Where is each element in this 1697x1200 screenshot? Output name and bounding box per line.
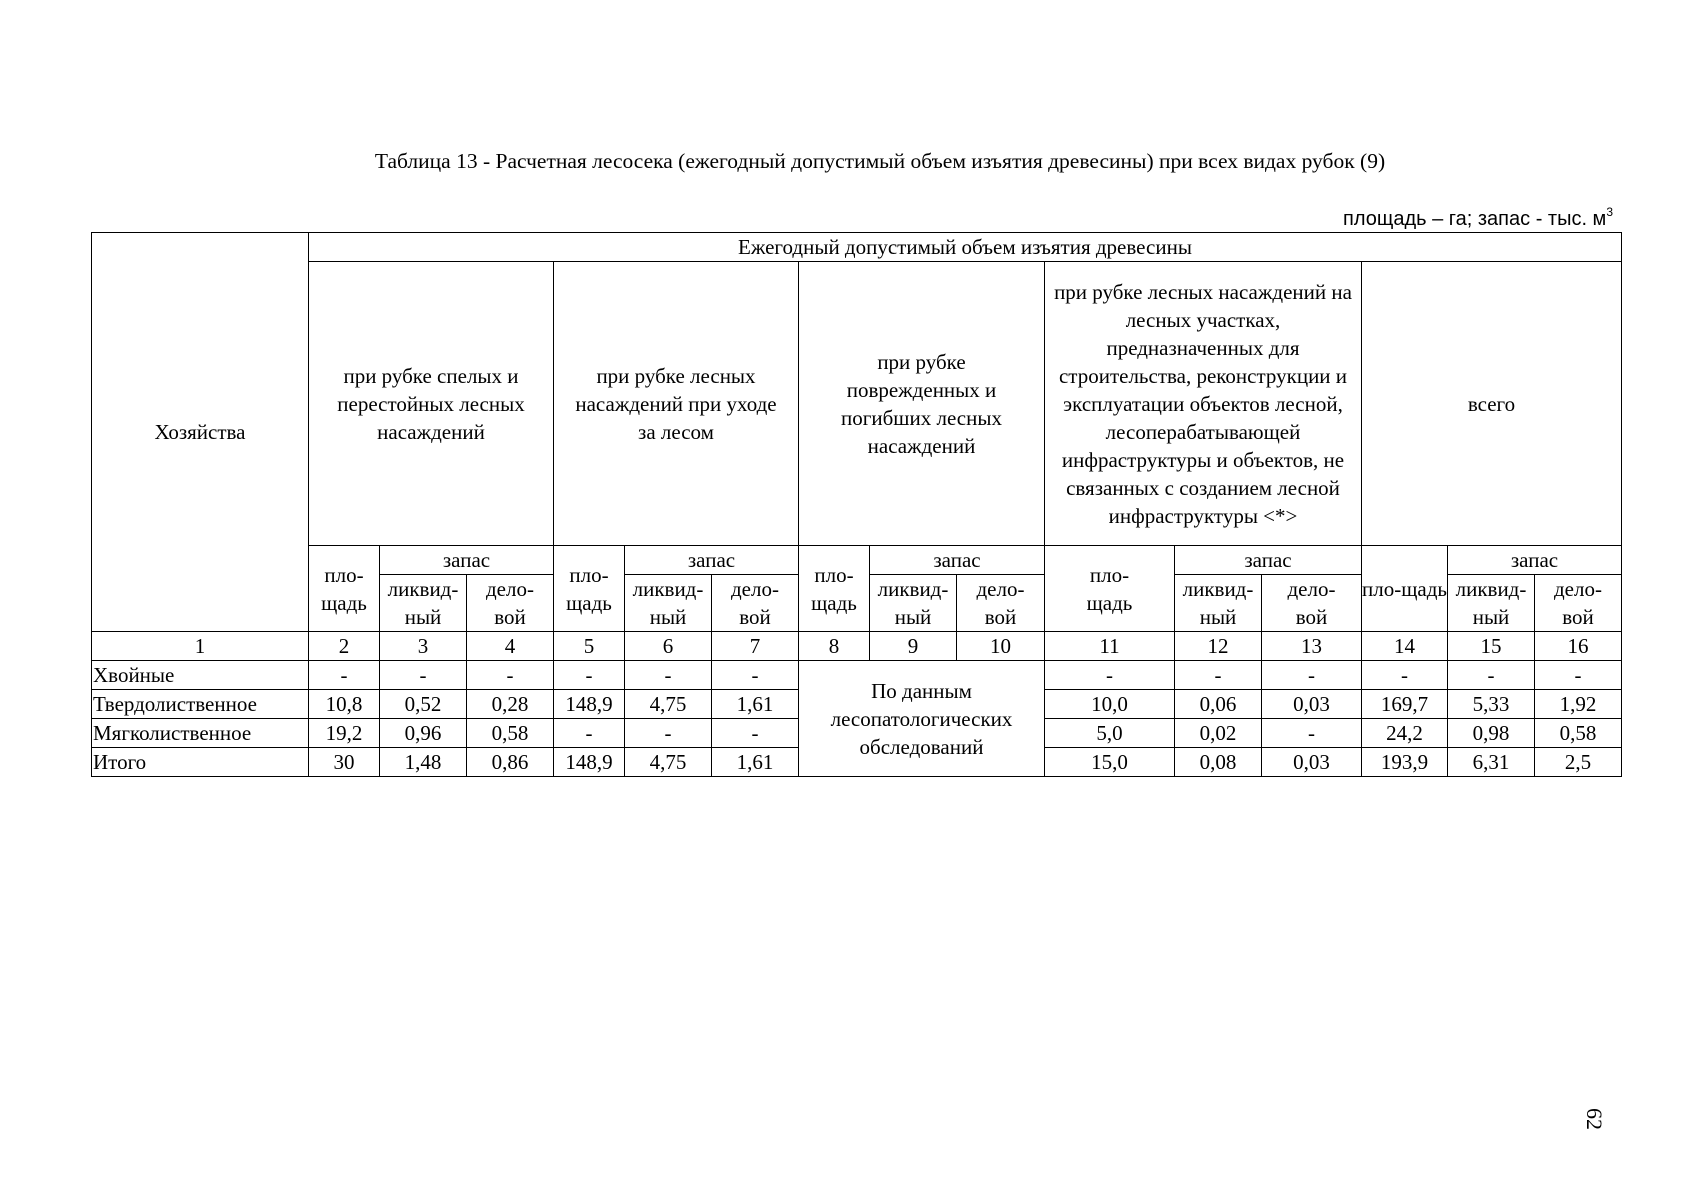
header-group-care-text: при рубке лесных насаждений при уходе за лесом — [575, 363, 777, 444]
cell: 1,61 — [712, 690, 799, 719]
header-stock-3: запас — [870, 546, 1045, 575]
col-num-3: 3 — [380, 632, 467, 661]
col-num-13: 13 — [1262, 632, 1362, 661]
cell: 0,06 — [1175, 690, 1262, 719]
table-caption: Таблица 13 - Расчетная лесосека (ежегодный допустимый объем изъятия древесины) при всех видах рубок (9) — [374, 149, 1386, 173]
row-name: Твердолиственное — [92, 690, 309, 719]
row-name: Мягколиственное — [92, 719, 309, 748]
cell: 19,2 — [309, 719, 380, 748]
header-group-care — [554, 262, 799, 546]
header-liquid-4: ликвид-ный — [1175, 575, 1262, 632]
col-num-4: 4 — [467, 632, 554, 661]
cell: 148,9 — [554, 690, 625, 719]
cell: 0,03 — [1262, 748, 1362, 777]
header-stock-4: запас — [1175, 546, 1362, 575]
col-num-10: 10 — [957, 632, 1045, 661]
col-num-16: 16 — [1535, 632, 1622, 661]
merged-note-text: По данным лесопатологических обследований — [830, 678, 1013, 759]
header-stock-2: запас — [625, 546, 799, 575]
cell: 193,9 — [1362, 748, 1448, 777]
cell: 4,75 — [625, 748, 712, 777]
cell: - — [1448, 661, 1535, 690]
col-num-7: 7 — [712, 632, 799, 661]
cell: 1,48 — [380, 748, 467, 777]
row-name: Хвойные — [92, 661, 309, 690]
header-group-damaged — [799, 262, 1045, 546]
units-superscript: 3 — [1606, 205, 1613, 219]
header-liquid-5: ликвид-ный — [1448, 575, 1535, 632]
header-farms: Хозяйства — [92, 233, 309, 632]
header-business-3: дело-вой — [957, 575, 1045, 632]
cell: 6,31 — [1448, 748, 1535, 777]
cell: - — [625, 719, 712, 748]
cell: 0,58 — [1535, 719, 1622, 748]
header-area-3: пло-щадь — [799, 546, 870, 632]
table-row-conifers — [92, 661, 1622, 690]
col-num-15: 15 — [1448, 632, 1535, 661]
cell: - — [554, 661, 625, 690]
header-area-1: пло-щадь — [309, 546, 380, 632]
cell: - — [554, 719, 625, 748]
header-group-mature — [309, 262, 554, 546]
cell: - — [1175, 661, 1262, 690]
header-group-damaged-text: при рубке поврежденных и погибших лесных насаждений — [841, 349, 1002, 458]
cell: - — [1262, 719, 1362, 748]
header-annual-volume: Ежегодный допустимый объем изъятия древесины — [309, 233, 1622, 262]
header-area-2: пло-щадь — [554, 546, 625, 632]
col-num-2: 2 — [309, 632, 380, 661]
col-num-8: 8 — [799, 632, 870, 661]
cell: - — [625, 661, 712, 690]
cell: 5,0 — [1045, 719, 1175, 748]
cell: 0,98 — [1448, 719, 1535, 748]
header-stock-5: запас — [1448, 546, 1622, 575]
header-business-1: дело-вой — [467, 575, 554, 632]
header-area-5: пло-щадь — [1362, 546, 1448, 632]
row-name: Итого — [92, 748, 309, 777]
header-business-5: дело-вой — [1535, 575, 1622, 632]
cell: - — [712, 719, 799, 748]
header-liquid-3: ликвид-ный — [870, 575, 957, 632]
cell: 0,52 — [380, 690, 467, 719]
col-num-14: 14 — [1362, 632, 1448, 661]
col-num-9: 9 — [870, 632, 957, 661]
column-number-row — [92, 632, 1622, 661]
cell: 15,0 — [1045, 748, 1175, 777]
cell: 0,86 — [467, 748, 554, 777]
harvest-table — [91, 232, 1622, 777]
cell: - — [1262, 661, 1362, 690]
header-group-mature-text: при рубке спелых и перестойных лесных насаждений — [337, 363, 525, 444]
cell: - — [1362, 661, 1448, 690]
header-group-total: всего — [1362, 262, 1622, 546]
cell: 4,75 — [625, 690, 712, 719]
header-liquid-1: ликвид-ный — [380, 575, 467, 632]
cell: 0,03 — [1262, 690, 1362, 719]
cell: 10,8 — [309, 690, 380, 719]
merged-note-cell — [799, 661, 1045, 777]
header-business-2: дело-вой — [712, 575, 799, 632]
cell: 24,2 — [1362, 719, 1448, 748]
units-text: площадь – га; запас - тыс. м — [1343, 208, 1607, 230]
cell: - — [309, 661, 380, 690]
cell: - — [380, 661, 467, 690]
cell: - — [712, 661, 799, 690]
col-num-11: 11 — [1045, 632, 1175, 661]
cell: 10,0 — [1045, 690, 1175, 719]
header-group-construction — [1045, 262, 1362, 546]
cell: 0,58 — [467, 719, 554, 748]
cell: - — [467, 661, 554, 690]
cell: 0,28 — [467, 690, 554, 719]
header-liquid-2: ликвид-ный — [625, 575, 712, 632]
col-num-12: 12 — [1175, 632, 1262, 661]
units-note — [1080, 207, 1613, 231]
cell: - — [1535, 661, 1622, 690]
col-num-1: 1 — [92, 632, 309, 661]
cell: 0,96 — [380, 719, 467, 748]
cell: 0,08 — [1175, 748, 1262, 777]
cell: 1,92 — [1535, 690, 1622, 719]
cell: 2,5 — [1535, 748, 1622, 777]
cell: 1,61 — [712, 748, 799, 777]
cell: 169,7 — [1362, 690, 1448, 719]
header-business-4: дело-вой — [1262, 575, 1362, 632]
cell: 5,33 — [1448, 690, 1535, 719]
header-group-construction-text: при рубке лесных насаждений на лесных участках, предназначенных для строительства, реконструкции и эксплуатации объектов лесной, лесоперабатывающей инфраструктуры и объектов, не связанных с созданием лесной инфраструктуры <*> — [1054, 279, 1352, 528]
header-area-4: пло-щадь — [1045, 546, 1175, 632]
cell: 30 — [309, 748, 380, 777]
cell: 148,9 — [554, 748, 625, 777]
col-num-5: 5 — [554, 632, 625, 661]
page-number: 62 — [1582, 1108, 1607, 1130]
col-num-6: 6 — [625, 632, 712, 661]
header-stock-1: запас — [380, 546, 554, 575]
cell: 0,02 — [1175, 719, 1262, 748]
cell: - — [1045, 661, 1175, 690]
